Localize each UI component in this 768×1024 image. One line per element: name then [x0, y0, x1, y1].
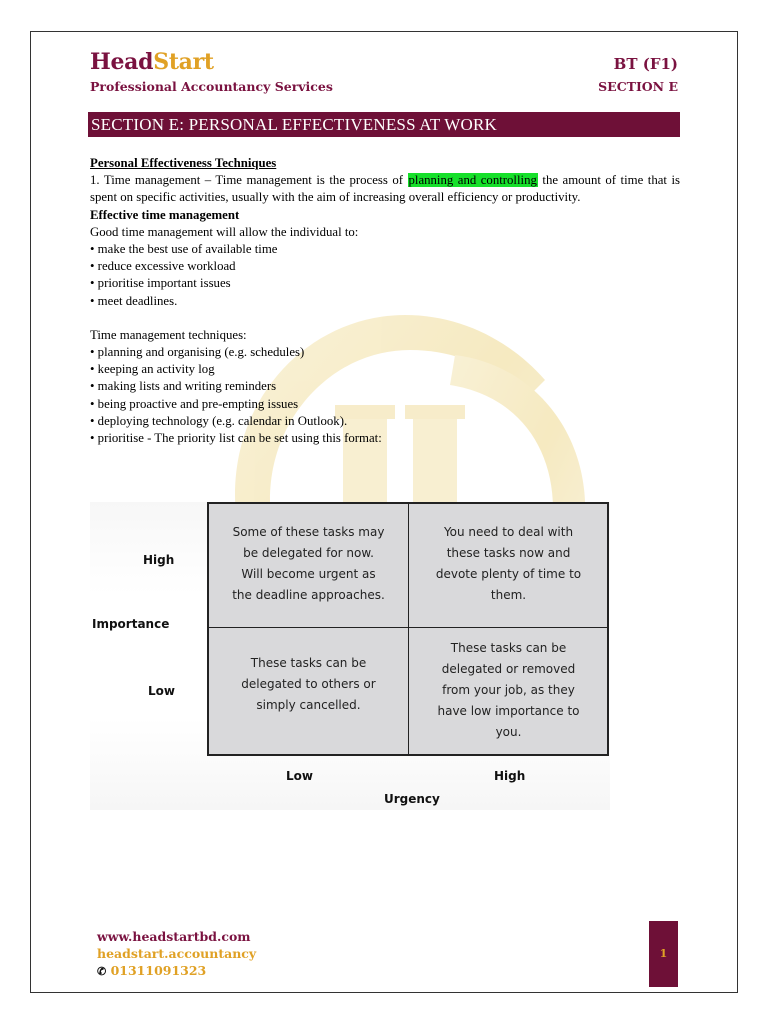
cell-line: the deadline approaches. — [232, 588, 385, 602]
effective-heading: Effective time management — [90, 207, 240, 222]
section-label: SECTION E — [598, 79, 678, 94]
matrix-grid — [207, 502, 609, 756]
brand-tagline: Professional Accountancy Services — [90, 79, 333, 94]
phone-line — [97, 962, 256, 980]
y-axis-low-label: Low — [148, 684, 175, 698]
cell-line: Some of these tasks may — [232, 525, 385, 539]
x-axis-low-label: Low — [286, 769, 313, 783]
cell-line: These tasks can be — [450, 641, 567, 655]
cell-low-importance-high-urgency — [409, 638, 608, 743]
list-item: • being proactive and pre-empting issues — [90, 396, 299, 411]
brand-logo — [90, 49, 214, 75]
facebook-link[interactable]: headstart.accountancy — [97, 946, 257, 961]
course-code: BT (F1) — [613, 55, 678, 73]
list-item: • reduce excessive workload — [90, 259, 236, 274]
cell-high-importance-low-urgency — [209, 522, 408, 606]
footer-contact — [97, 928, 256, 980]
cell-line: Will become urgent as — [241, 567, 376, 581]
subheading: Personal Effectiveness Techniques — [90, 156, 277, 170]
list-item: • prioritise important issues — [90, 276, 231, 291]
priority-matrix — [90, 502, 610, 810]
effective-lead: Good time management will allow the individual to: — [90, 224, 359, 239]
cell-line: These tasks can be — [250, 656, 367, 670]
intro-text-end: the amount of time that is spent on specific activities, usually with the aim of increasing overall efficiency or productivity. — [90, 173, 680, 205]
cell-line: You need to deal with — [443, 525, 574, 539]
cell-line: them. — [490, 588, 527, 602]
cell-line: from your job, as they — [442, 683, 575, 697]
cell-line: delegated or removed — [441, 662, 576, 676]
cell-line: be delegated for now. — [243, 546, 374, 560]
cell-line: simply cancelled. — [256, 698, 361, 712]
cell-line: delegated to others or — [241, 677, 376, 691]
phone-icon: ✆ — [97, 965, 107, 978]
techniques-lead: Time management techniques: — [90, 327, 247, 342]
list-item: • meet deadlines. — [90, 293, 178, 308]
cell-line: these tasks now and — [446, 546, 571, 560]
phone-number: 01311091323 — [110, 963, 207, 978]
list-item: • prioritise - The priority list can be set using this format: — [90, 431, 382, 446]
list-item: • planning and organising (e.g. schedules) — [90, 345, 305, 360]
y-axis-high-label: High — [143, 553, 175, 567]
cell-line: have low importance to — [437, 704, 580, 718]
cell-high-importance-high-urgency — [409, 522, 608, 606]
cell-low-importance-low-urgency — [209, 653, 408, 716]
cell-line: you. — [495, 725, 522, 739]
main-content — [90, 155, 680, 447]
list-item: • making lists and writing reminders — [90, 379, 277, 394]
website-link[interactable]: www.headstartbd.com — [97, 929, 251, 944]
intro-paragraph — [90, 172, 680, 206]
brand-head: Head — [90, 49, 154, 75]
list-item: • keeping an activity log — [90, 362, 215, 377]
highlighted-phrase: planning and controlling — [408, 173, 537, 188]
y-axis-title: Importance — [92, 617, 170, 631]
list-item: • make the best use of available time — [90, 242, 278, 257]
brand-start: Start — [153, 49, 214, 75]
cell-line: devote plenty of time to — [435, 567, 582, 581]
intro-text-start: 1. Time management – Time management is the process of — [90, 173, 408, 188]
x-axis-high-label: High — [494, 769, 526, 783]
x-axis-title: Urgency — [384, 792, 440, 806]
page-number: 1 — [649, 921, 678, 987]
section-banner: SECTION E: PERSONAL EFFECTIVENESS AT WORK — [88, 112, 680, 137]
list-item: • deploying technology (e.g. calendar in Outlook). — [90, 413, 348, 428]
